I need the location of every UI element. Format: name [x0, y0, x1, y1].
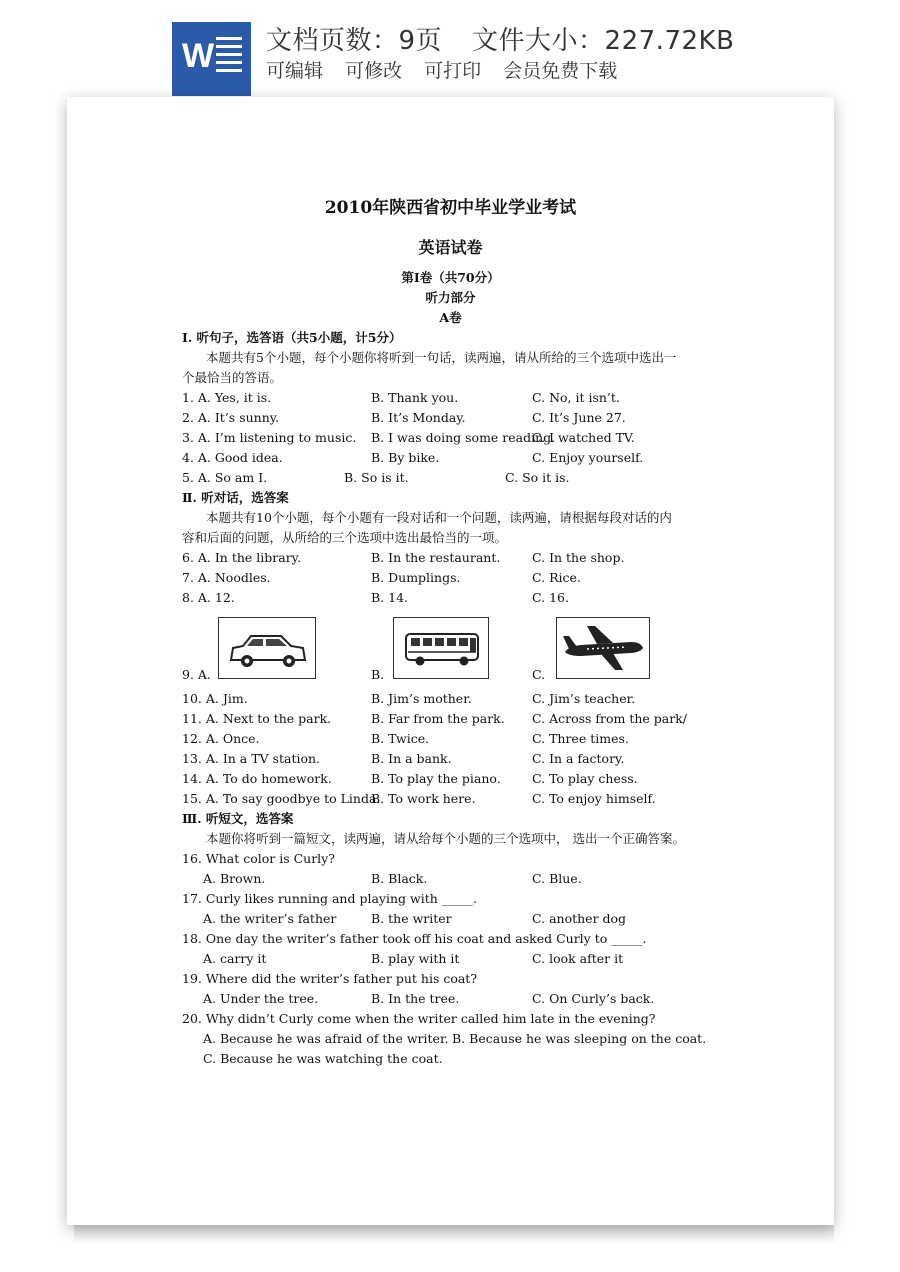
paper-heading: A卷 — [439, 310, 462, 325]
question-row: 10. A. Jim. B. Jim’s mother. C. Jim’s teacher. — [182, 691, 636, 706]
option-row: A. Because he was afraid of the writer. B. Because he was sleeping on the coat. — [203, 1031, 707, 1046]
option-row: C. Because he was watching the coat. — [203, 1051, 443, 1066]
exam-subtitle: 英语试卷 — [418, 238, 483, 257]
section-1-heading: Ⅰ. 听句子，选答语（共5小题，计5分） — [182, 330, 402, 345]
question-stem: 17. Curly likes running and playing with _____. — [182, 891, 477, 906]
feature-list — [266, 56, 627, 83]
exam-title: 2010年陕西省初中毕业学业考试 — [324, 198, 577, 218]
feature-editable: 可编辑 — [266, 60, 324, 82]
question-row: 8. A. 12. B. 14. C. 16. — [182, 590, 569, 605]
word-icon-letter: W — [182, 37, 215, 75]
question-stem: 20. Why didn’t Curly come when the writer called him late in the evening? — [182, 1011, 656, 1026]
section-2-heading: Ⅱ. 听对话，选答案 — [182, 490, 289, 505]
question-stem: 18. One day the writer’s father took off his coat and asked Curly to _____. — [182, 931, 647, 946]
question-row: 13. A. In a TV station. B. In a bank. C. In a factory. — [182, 751, 625, 766]
page-count: 文档页数：9页 — [266, 26, 443, 56]
option-row: A. carry it B. play with it C. look after it — [203, 951, 624, 966]
question-row: 15. A. To say goodbye to Linda. B. To work here. C. To enjoy himself. — [182, 791, 656, 806]
feature-printable: 可打印 — [424, 60, 482, 82]
question-stem: 16. What color is Curly? — [182, 851, 335, 866]
question-row: 12. A. Once. B. Twice. C. Three times. — [182, 731, 629, 746]
section-2-intro: 本题共有10个小题，每个小题有一段对话和一个问题，读两遍，请根据每段对话的内 — [206, 510, 672, 525]
section-3-heading: Ⅲ. 听短文，选答案 — [182, 811, 294, 826]
file-info — [266, 20, 734, 57]
question-row: 5. A. So am I. B. So is it. C. So it is. — [182, 470, 570, 485]
question-row: 3. A. I’m listening to music. B. I was doing some reading. C. I watched TV. — [182, 430, 635, 445]
section-3-intro: 本题你将听到一篇短文，读两遍，请从给每个小题的三个选项中， 选出一个正确答案。 — [206, 831, 685, 846]
option-row: A. the writer’s father B. the writer C. another dog — [203, 911, 627, 926]
question-row: 6. A. In the library. B. In the restaurant. C. In the shop. — [182, 550, 625, 565]
feature-member-download: 会员免费下载 — [503, 60, 618, 82]
feature-modifiable: 可修改 — [345, 60, 403, 82]
section-1-intro-cont: 个最恰当的答语。 — [182, 370, 283, 385]
option-row: A. Brown. B. Black. C. Blue. — [203, 871, 582, 886]
section-1-intro: 本题共有5个小题，每个小题你将听到一句话，读两遍，请从所给的三个选项中选出一 — [206, 350, 677, 365]
question-row: 11. A. Next to the park. B. Far from the park. C. Across from the park/ — [182, 711, 688, 726]
question-stem: 19. Where did the writer’s father put his coat? — [182, 971, 478, 986]
document-page — [67, 97, 834, 1225]
word-document-icon — [172, 22, 251, 96]
question-row: 14. A. To do homework. B. To play the piano. C. To play chess. — [182, 771, 638, 786]
option-row: A. Under the tree. B. In the tree. C. On Curly’s back. — [203, 991, 655, 1006]
question-row: 1. A. Yes, it is. B. Thank you. C. No, it isn’t. — [182, 390, 620, 405]
section-2-intro-cont: 容和后面的问题，从所给的三个选项中选出最恰当的一项。 — [182, 530, 508, 545]
part-heading: 听力部分 — [425, 290, 476, 305]
question-row: 9. A. B. C. — [182, 667, 546, 682]
question-row: 7. A. Noodles. B. Dumplings. C. Rice. — [182, 570, 581, 585]
question-row: 4. A. Good idea. B. By bike. C. Enjoy yourself. — [182, 450, 644, 465]
question-row: 2. A. It’s sunny. B. It’s Monday. C. It’s June 27. — [182, 410, 626, 425]
volume-heading: 第Ⅰ卷（共70分） — [401, 270, 500, 285]
file-size: 文件大小：227.72KB — [472, 26, 735, 56]
